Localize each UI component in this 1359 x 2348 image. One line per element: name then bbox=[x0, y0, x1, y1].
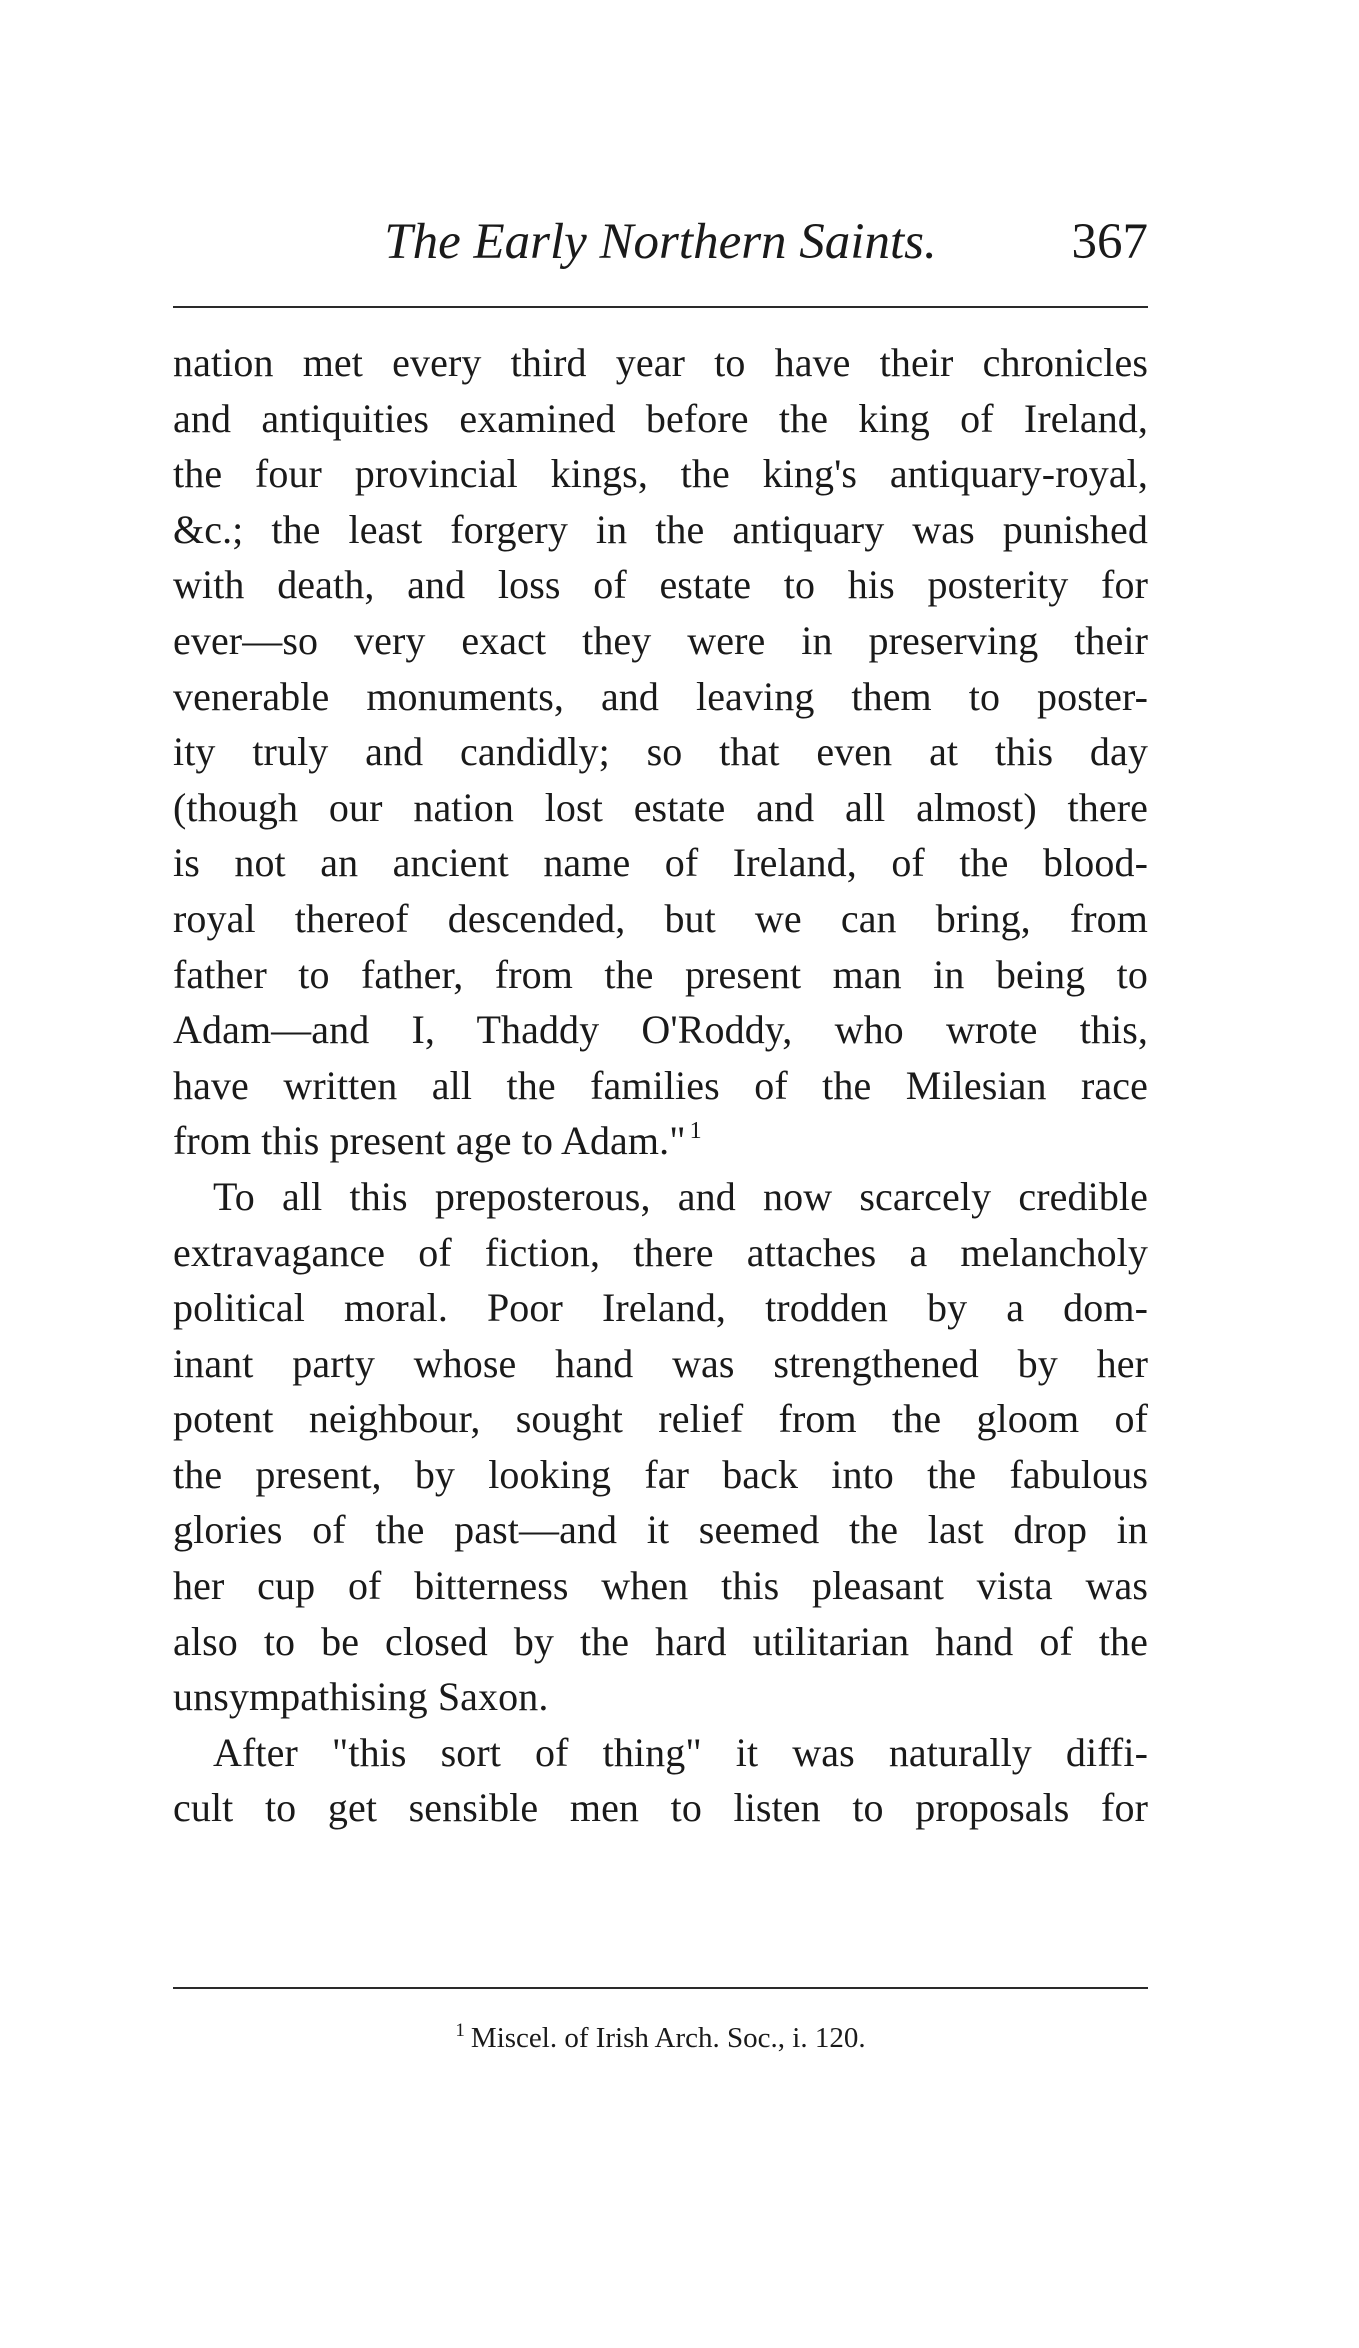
page-number: 367 bbox=[1071, 214, 1148, 270]
text-line: cult to get sensible men to listen to proposals for bbox=[173, 1785, 1148, 1831]
paragraph-2 bbox=[173, 1169, 1148, 1725]
text-line: the present, by looking far back into the fabulous bbox=[173, 1451, 1148, 1497]
text-line: is not an ancient name of Ireland, of the blood- bbox=[173, 840, 1148, 886]
paragraph-3 bbox=[173, 1725, 1148, 1836]
text-line: Adam—and I, Thaddy O'Roddy, who wrote this, bbox=[173, 1007, 1148, 1053]
text-line: (though our nation lost estate and all almost) there bbox=[173, 784, 1148, 830]
text-line: her cup of bitterness when this pleasant vista was bbox=[173, 1563, 1148, 1609]
text-line: and antiquities examined before the king of Ireland, bbox=[173, 395, 1148, 441]
text-line: potent neighbour, sought relief from the gloom of bbox=[173, 1396, 1148, 1442]
text-line bbox=[173, 1113, 1148, 1169]
text-line: extravagance of fiction, there attaches a melancholy bbox=[173, 1229, 1148, 1275]
text-line: To all this preposterous, and now scarcely credible bbox=[213, 1173, 1148, 1219]
text-line: inant party whose hand was strengthened by her bbox=[173, 1340, 1148, 1386]
text-line: have written all the families of the Milesian race bbox=[173, 1062, 1148, 1108]
running-head bbox=[173, 212, 1148, 282]
body-text bbox=[173, 335, 1148, 1836]
running-title: The Early Northern Saints. bbox=[384, 214, 937, 270]
footnote-marker: 1 bbox=[455, 2020, 465, 2041]
paragraph-1 bbox=[173, 335, 1148, 1169]
footnote bbox=[173, 2018, 1148, 2058]
text-line-content: from this present age to Adam." bbox=[173, 1118, 686, 1164]
text-line: venerable monuments, and leaving them to poster- bbox=[173, 673, 1148, 719]
text-line: also to be closed by the hard utilitarian hand of the bbox=[173, 1618, 1148, 1664]
text-line: ity truly and candidly; so that even at this day bbox=[173, 729, 1148, 775]
footnote-text: Miscel. of Irish Arch. Soc., i. 120. bbox=[470, 2022, 866, 2054]
text-line: nation met every third year to have their chronicles bbox=[173, 340, 1148, 385]
text-line: with death, and loss of estate to his posterity for bbox=[173, 562, 1148, 608]
footnote-rule bbox=[173, 1987, 1148, 1989]
text-line: glories of the past—and it seemed the last drop in bbox=[173, 1507, 1148, 1553]
text-line: royal thereof descended, but we can bring, from bbox=[173, 895, 1148, 941]
text-line: &c.; the least forgery in the antiquary was punished bbox=[173, 506, 1148, 552]
text-line: the four provincial kings, the king's antiquary-royal, bbox=[173, 451, 1148, 497]
text-line: father to father, from the present man in being to bbox=[173, 951, 1148, 997]
footnote-reference[interactable]: 1 bbox=[689, 1118, 702, 1145]
text-line: After "this sort of thing" it was naturally diffi- bbox=[213, 1729, 1148, 1775]
header-rule bbox=[173, 306, 1148, 308]
text-line: unsympathising Saxon. bbox=[173, 1674, 549, 1720]
text-line: political moral. Poor Ireland, trodden by a dom- bbox=[173, 1285, 1148, 1331]
text-line: ever—so very exact they were in preserving their bbox=[173, 617, 1148, 663]
